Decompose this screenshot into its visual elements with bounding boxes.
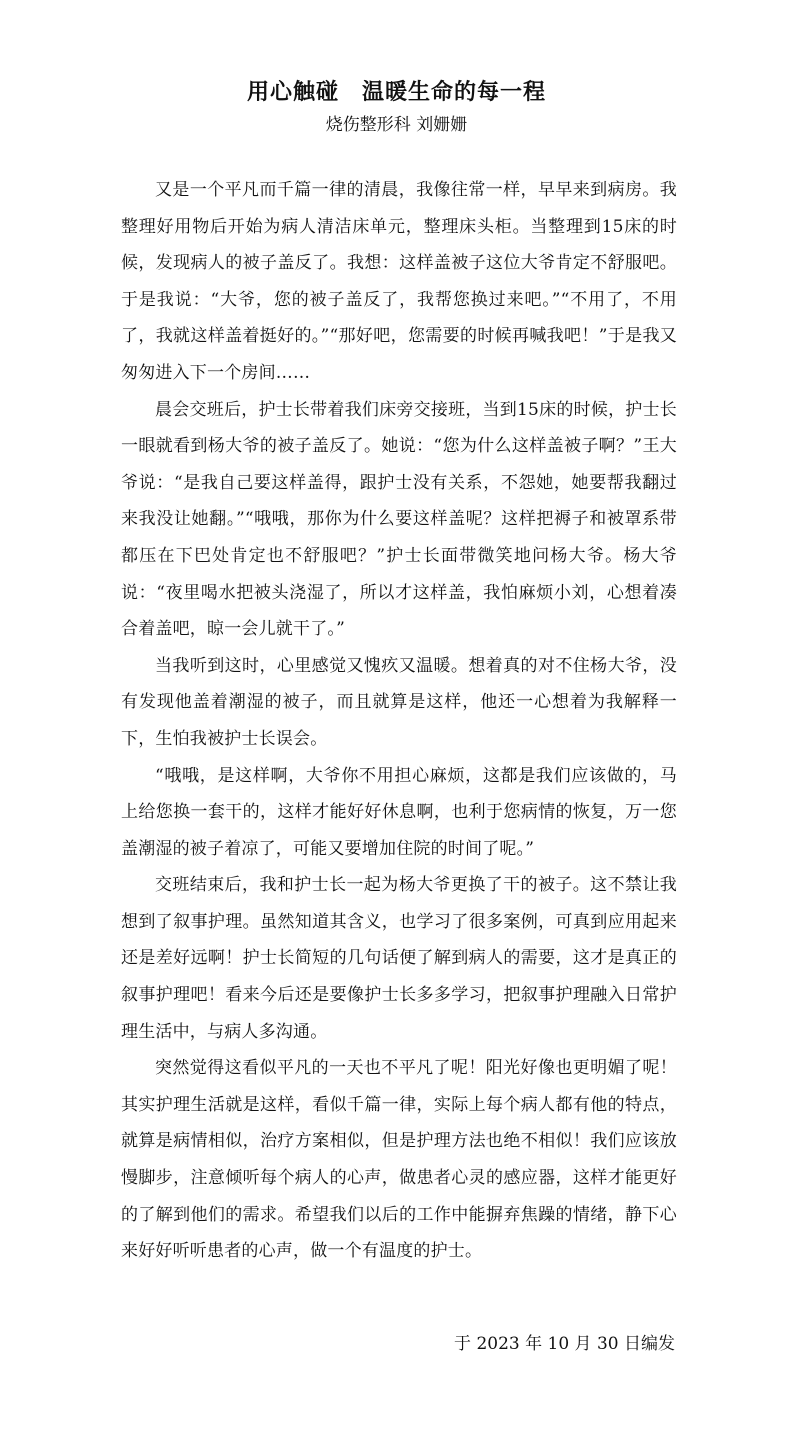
publish-date: 于 2023 年 10 月 30 日编发	[454, 1334, 675, 1354]
paragraph-1: 又是一个平凡而千篇一律的清晨，我像往常一样，早早来到病房。我整理好用物后开始为病人清洁床单元，整理床头柜。当整理到15床的时候，发现病人的被子盖反了。我想：这样盖被子这位大爷肯定不舒服吧。于是我说：“大爷，您的被子盖反了，我帮您换过来吧。”“不用了，不用了，我就这样盖着挺好的。”“那好吧，您需要的时候再喊我吧！”于是我又匆匆进入下一个房间……	[121, 180, 677, 383]
paragraph-2: 晨会交班后，护士长带着我们床旁交接班，当到15床的时候，护士长一眼就看到杨大爷的被子盖反了。她说：“您为什么这样盖被子啊？”王大爷说：“是我自己要这样盖得，跟护士没有关系，不怨她，她要帮我翻过来我没让她翻。”“哦哦，那你为什么要这样盖呢？这样把褥子和被罩系带都压在下巴处肯定也不舒服吧？”护士长面带微笑地问杨大爷。杨大爷说：“夜里喝水把被头浇湿了，所以才这样盖，我怕麻烦小刘，心想着凑合着盖吧，晾一会儿就干了。”	[121, 399, 677, 640]
paragraph-5: 交班结束后，我和护士长一起为杨大爷更换了干的被子。这不禁让我想到了叙事护理。虽然知道其含义，也学习了很多案例，可真到应用起来还是差好远啊！护士长简短的几句话便了解到病人的需要，这才是真正的叙事护理吧！看来今后还是要像护士长多多学习，把叙事护理融入日常护理生活中，与病人多沟通。	[121, 875, 677, 1042]
author-line: 烧伤整形科 刘姗姗	[325, 115, 468, 135]
paragraph-6: 突然觉得这看似平凡的一天也不平凡了呢！阳光好像也更明媚了呢！其实护理生活就是这样，看似千篇一律，实际上每个病人都有他的特点，就算是病情相似，治疗方案相似，但是护理方法也绝不相似！我们应该放慢脚步，注意倾听每个病人的心声，做患者心灵的感应器，这样才能更好的了解到他们的需求。希望我们以后的工作中能摒弃焦躁的情绪，静下心来好好听听患者的心声，做一个有温度的护士。	[121, 1058, 677, 1262]
document-title: 用心触碰 温暖生命的每一程	[246, 79, 546, 105]
document-body	[121, 172, 677, 1270]
paragraph-3: 当我听到这时，心里感觉又愧疚又温暖。想着真的对不住杨大爷，没有发现他盖着潮湿的被子，而且就算是这样，他还一心想着为我解释一下，生怕我被护士长误会。	[121, 655, 677, 749]
paragraph-4: “哦哦，是这样啊，大爷你不用担心麻烦，这都是我们应该做的，马上给您换一套干的，这样才能好好休息啊，也利于您病情的恢复，万一您盖潮湿的被子着凉了，可能又要增加住院的时间了呢。”	[121, 765, 677, 859]
